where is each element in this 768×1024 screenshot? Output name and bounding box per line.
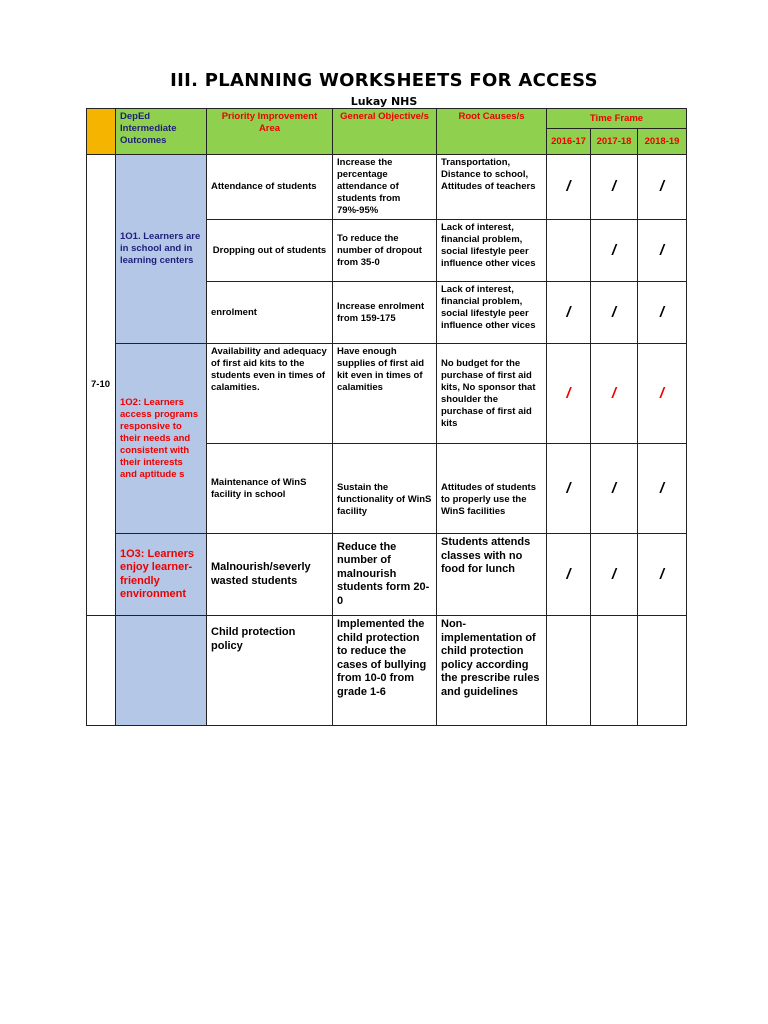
area-cell: Malnourish/severly wasted students — [207, 534, 333, 616]
objective-cell: Implemented the child protection to reduce the cases of bullying from 10-0 from grade 1-6 — [333, 616, 437, 726]
root-cell: Non-implementation of child protection policy according the prescribe rules and guidelines — [437, 616, 547, 726]
mark-cell: / — [547, 444, 591, 534]
header-year-2016: 2016-17 — [547, 129, 591, 155]
area-cell: Availability and adequacy of first aid kits to the students even in times of calamities. — [207, 344, 333, 444]
mark-cell: / — [638, 220, 687, 282]
outcome-1o2: 1O2: Learners access programs responsive to their needs and consistent with their interests and aptitude s — [116, 344, 207, 534]
root-cell: No budget for the purchase of first aid kits, No sponsor that shoulder the purchase of first aid kits — [437, 344, 547, 444]
mark-cell: / — [591, 282, 638, 344]
mark-cell: / — [547, 534, 591, 616]
grade-level: 7-10 — [87, 155, 116, 616]
root-cell: Attitudes of students to properly use the WinS facilities — [437, 444, 547, 534]
mark-cell: / — [638, 444, 687, 534]
area-cell: Dropping out of students — [207, 220, 333, 282]
outcome-1o1: 1O1. Learners are in school and in learning centers — [116, 155, 207, 344]
objective-cell: Sustain the functionality of WinS facility — [333, 444, 437, 534]
header-blank — [87, 109, 116, 155]
mark-cell: / — [638, 282, 687, 344]
mark-cell: / — [638, 155, 687, 220]
mark-cell: / — [638, 534, 687, 616]
outcome-blank — [116, 616, 207, 726]
grade-blank — [87, 616, 116, 726]
area-cell: Maintenance of WinS facility in school — [207, 444, 333, 534]
mark-cell — [638, 616, 687, 726]
header-year-2018: 2018-19 — [638, 129, 687, 155]
root-cell: Lack of interest, financial problem, social lifestyle peer influence other vices — [437, 282, 547, 344]
mark-cell: / — [638, 344, 687, 444]
mark-cell: / — [591, 155, 638, 220]
school-name: Lukay NHS — [350, 95, 418, 108]
area-cell: Child protection policy — [207, 616, 333, 726]
mark-cell — [591, 616, 638, 726]
root-cell: Transportation, Distance to school, Attitudes of teachers — [437, 155, 547, 220]
mark-cell: / — [547, 344, 591, 444]
mark-cell: / — [591, 220, 638, 282]
mark-cell: / — [591, 444, 638, 534]
outcome-1o3: 1O3: Learners enjoy learner-friendly environment — [116, 534, 207, 616]
page-title: III. PLANNING WORKSHEETS FOR ACCESS — [170, 70, 598, 91]
mark-cell — [547, 616, 591, 726]
objective-cell: Reduce the number of malnourish students form 20-0 — [333, 534, 437, 616]
mark-cell: / — [547, 282, 591, 344]
mark-cell: / — [591, 534, 638, 616]
header-year-2017: 2017-18 — [591, 129, 638, 155]
objective-cell: Increase enrolment from 159-175 — [333, 282, 437, 344]
header-priority: Priority Improvement Area — [207, 109, 333, 155]
header-outcomes: DepEd Intermediate Outcomes — [116, 109, 207, 155]
root-cell: Lack of interest, financial problem, social lifestyle peer influence other vices — [437, 220, 547, 282]
mark-cell: / — [591, 344, 638, 444]
header-objective: General Objective/s — [333, 109, 437, 155]
planning-table — [86, 108, 687, 726]
header-timeframe: Time Frame — [547, 109, 687, 129]
objective-cell: To reduce the number of dropout from 35-0 — [333, 220, 437, 282]
header-root-causes: Root Causes/s — [437, 109, 547, 155]
area-cell: Attendance of students — [207, 155, 333, 220]
mark-cell — [547, 220, 591, 282]
objective-cell: Increase the percentage attendance of students from 79%-95% — [333, 155, 437, 220]
root-cell: Students attends classes with no food for lunch — [437, 534, 547, 616]
area-cell: enrolment — [207, 282, 333, 344]
mark-cell: / — [547, 155, 591, 220]
objective-cell: Have enough supplies of first aid kit even in times of calamities — [333, 344, 437, 444]
